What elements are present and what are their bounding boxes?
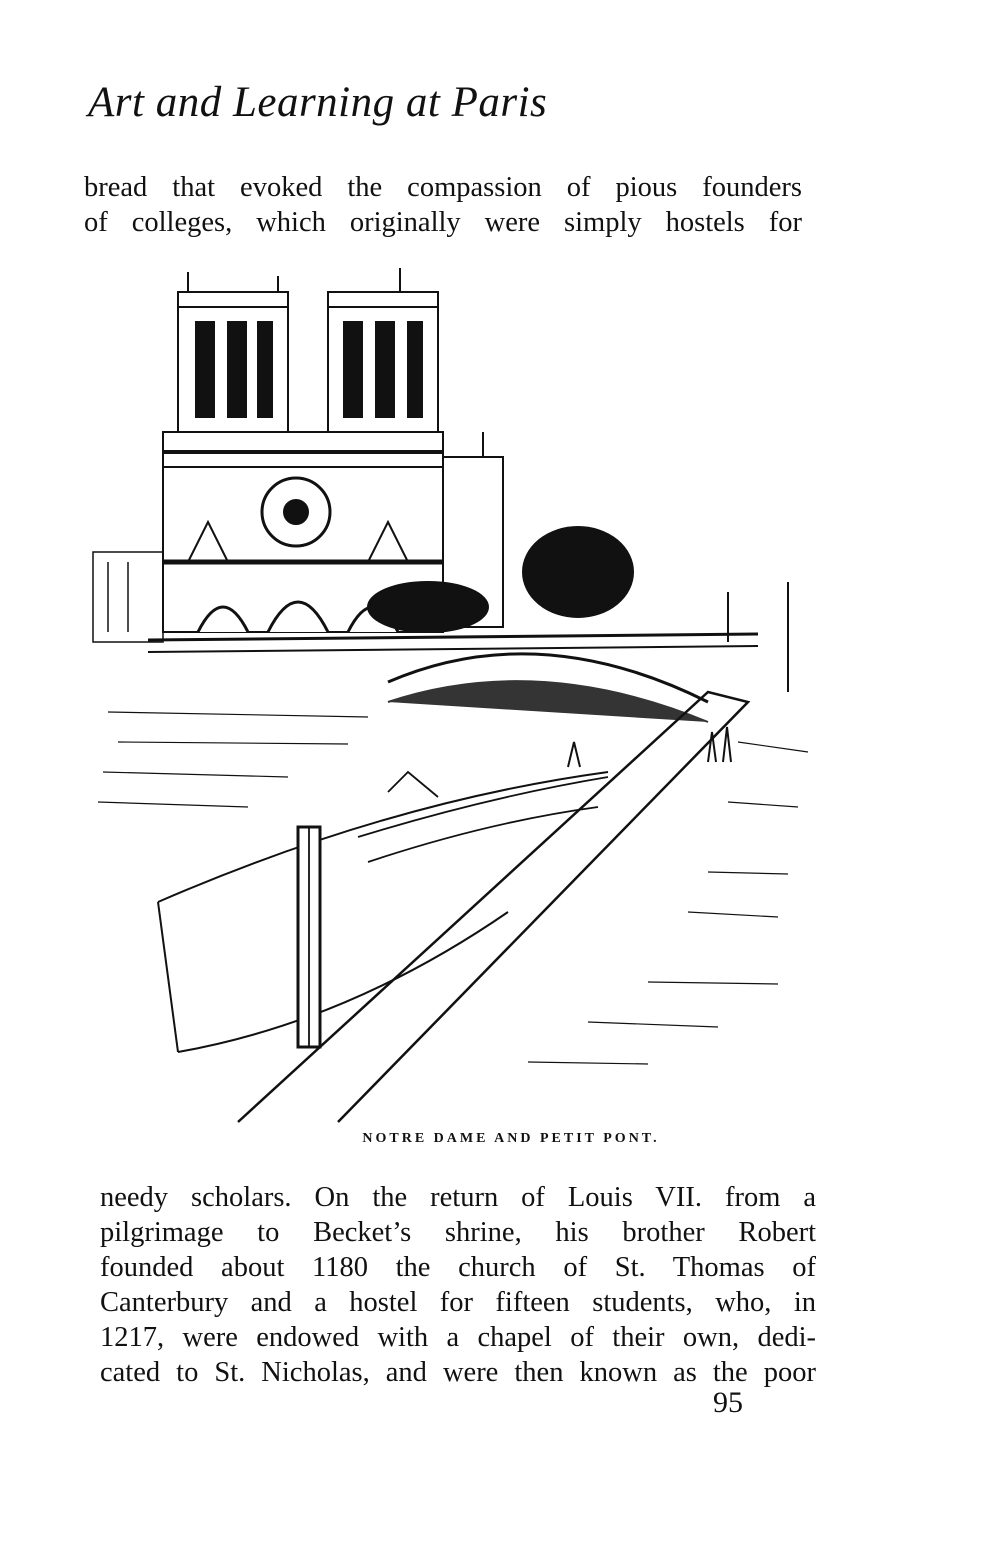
paragraph-top: [84, 170, 802, 240]
left-buildings: [93, 552, 163, 642]
text-line: founded about 1180 the church of St. Thomas of: [100, 1252, 816, 1283]
left-tower: [178, 272, 288, 432]
text-line: pilgrimage to Becket’s shrine, his brother Robert: [100, 1217, 816, 1248]
figure-caption: NOTRE DAME AND PETIT PONT.: [362, 1131, 660, 1146]
text-line: Canterbury and a hostel for fifteen students, who, in: [100, 1287, 816, 1318]
river-water: [98, 712, 808, 1064]
page-number: 95: [713, 1386, 743, 1419]
running-head: Art and Learning at Paris: [88, 79, 548, 126]
text-line: 1217, were endowed with a chapel of their own, dedi-: [100, 1322, 816, 1353]
quay-walkway: [158, 692, 748, 1122]
paragraph-bottom: [100, 1180, 816, 1390]
text-line: needy scholars. On the return of Louis VII. from a: [100, 1182, 816, 1213]
text-line: of colleges, which originally were simply hostels for: [84, 207, 802, 238]
text-line: cated to St. Nicholas, and were then known as the poor: [100, 1357, 816, 1388]
text-line: bread that evoked the compassion of pious founders: [84, 172, 802, 203]
notre-dame-illustration: [88, 262, 818, 1124]
right-tower: [328, 268, 438, 432]
